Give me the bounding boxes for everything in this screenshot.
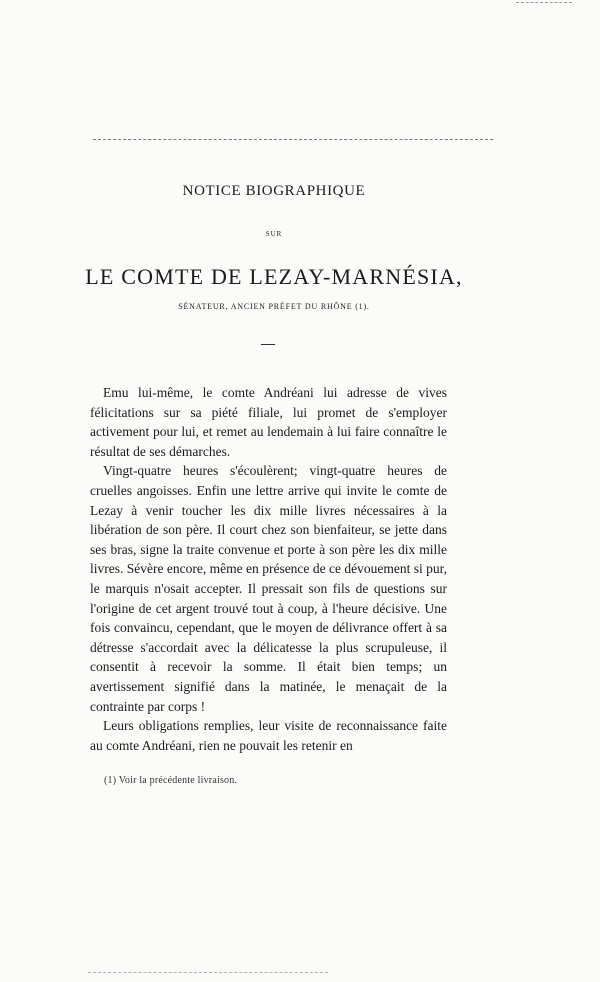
body-text: [90, 383, 447, 755]
section-rule: [261, 344, 275, 345]
paragraph: Vingt-quatre heures s'écoulèrent; vingt-quatre heures de cruelles angoisses. Enfin une lettre arrive qui invite le comte de Lezay à venir toucher les dix mille livres nécessaires à la libération de son père. Il court chez son bienfaiteur, se jette dans ses bras, signe la traite convenue et porte à son père les dix mille livres. Sévère encore, même en présence de ce dévouement si pur, le marquis n'osait accepter. Il pressait son fils de questions sur l'origine de cet argent trouvé tout à coup, à l'heure décisive. Une fois convaincu, cependant, que le moyen de délivrance offert à sa détresse s'accordait avec la délicatesse la plus scrupuleuse, il consentit à recevoir la somme. Il était bien temps; un avertissement signifié dans la matinée, le menaçait de la contrainte par corps !: [90, 463, 447, 714]
sur-word: SUR: [265, 230, 283, 238]
subtitle-text: SÉNATEUR, ANCIEN PRÉFET DU RHÔNE: [178, 302, 353, 311]
subtitle-footnote-ref: (1).: [355, 302, 370, 311]
bottom-rule: [88, 972, 328, 973]
footnote: (1) Voir la précédente livraison.: [104, 775, 238, 786]
corner-mark: [516, 2, 572, 3]
name-title: LE COMTE DE LEZAY-MARNÉSIA,: [85, 264, 463, 289]
top-rule: [93, 139, 493, 140]
notice-title: NOTICE BIOGRAPHIQUE: [182, 183, 366, 199]
subtitle: [0, 302, 548, 311]
paragraph: Emu lui-même, le comte Andréani lui adresse de vives félicitations sur sa piété filiale, lui promet de s'employer activement pour lui, et remet au lendemain à lui faire connaître le résultat de ses démarches.: [90, 385, 447, 459]
paragraph: Leurs obligations remplies, leur visite de reconnaissance faite au comte Andréani, rien ne pouvait les retenir en: [90, 718, 447, 753]
